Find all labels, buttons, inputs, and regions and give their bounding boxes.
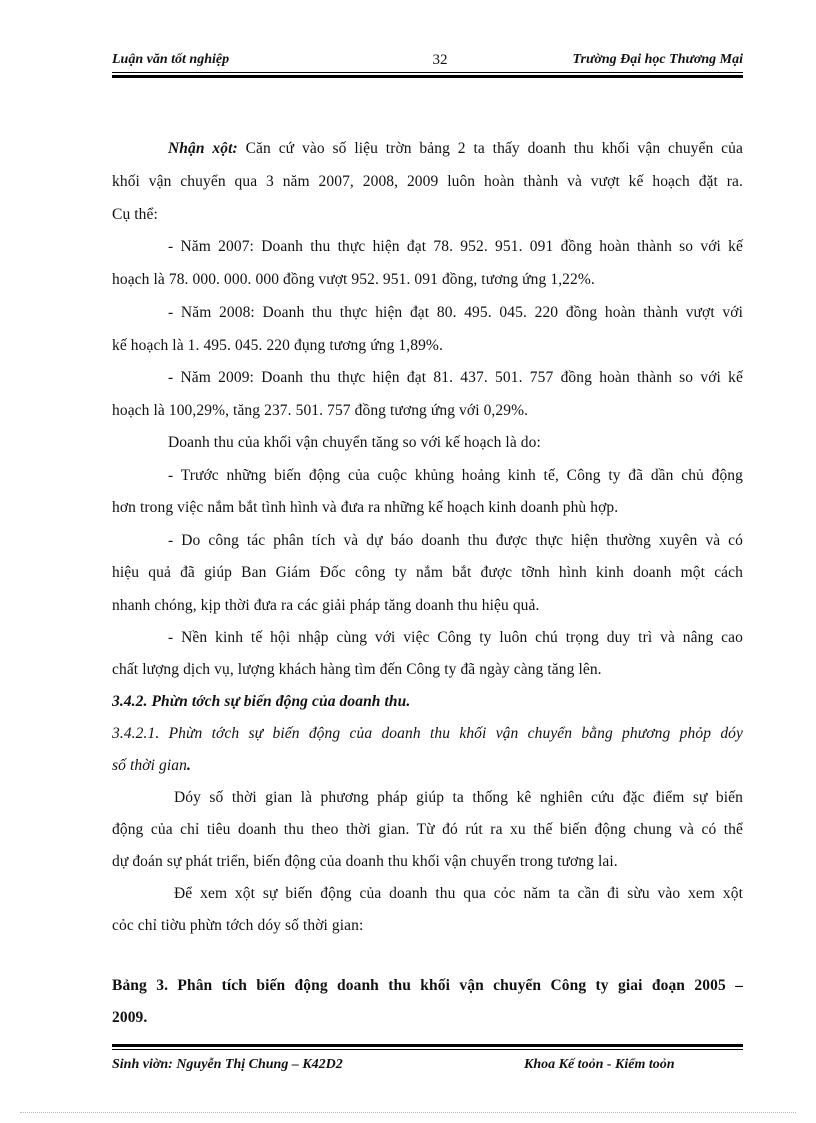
header-left: Luận văn tốt nghiệp [112, 52, 230, 67]
paragraph-line: động của chỉ tiêu doanh thu theo thời gian. Từ đó rút ra xu thế biến động chung và có thể [112, 821, 743, 838]
table-caption: Bảng 3. Phân tích biến động doanh thu khối vận chuyển Công ty giai đoạn 2005 – [112, 977, 743, 994]
paragraph-line: khối vận chuyển qua 3 năm 2007, 2008, 2009 luôn hoàn thành và vượt kế hoạch đặt ra. [112, 173, 743, 190]
header-right: Trường Đại học Thương Mại [572, 52, 743, 67]
header-rule-thin [112, 72, 743, 73]
paragraph-line: hoạch là 100,29%, tăng 237. 501. 757 đồng tương ứng với 0,29%. [112, 402, 529, 419]
paragraph-line: hoạch là 78. 000. 000. 000 đồng vượt 952. 951. 091 đồng, tương ứng 1,22%. [112, 271, 595, 288]
paragraph-line: kế hoạch là 1. 495. 045. 220 đụng tương ứng 1,89%. [112, 337, 443, 354]
paragraph-line: chất lượng dịch vụ, lượng khách hàng tìm đến Công ty đã ngày càng tăng lên. [112, 661, 602, 678]
footer-rule-thick [112, 1044, 743, 1047]
table-caption-cont: 2009. [112, 1009, 148, 1026]
page-edge-divider [20, 1112, 796, 1113]
paragraph-line: dự đoán sự phát triển, biến động của doanh thu khối vận chuyển trong tương lai. [112, 853, 618, 870]
paragraph-line: - Nền kinh tế hội nhập cùng với việc Công ty luôn chú trọng duy trì và nâng cao [168, 629, 743, 646]
paragraph-line: Nhận xột: Căn cứ vào số liệu trờn bảng 2 ta thấy doanh thu khối vận chuyển của [168, 140, 743, 157]
paragraph-line: - Trước những biến động của cuộc khủng hoảng kinh tế, Công ty đã dần chủ động [168, 467, 743, 484]
footer-rule-thin [112, 1049, 743, 1050]
paragraph-line: Để xem xột sự biến động của doanh thu qua cỏc năm ta cần đi sừu vào xem xột [174, 885, 743, 902]
paragraph-line: hơn trong việc nắm bắt tình hình và đưa ra những kế hoạch kinh doanh phù hợp. [112, 499, 619, 516]
paragraph-line: - Năm 2008: Doanh thu thực hiện đạt 80. 495. 045. 220 đồng hoàn thành vượt với [168, 304, 743, 321]
paragraph-line: hiệu quả đã giúp Ban Giám Đốc công ty nắm bắt được tỡnh hình kinh doanh một cách [112, 564, 743, 581]
paragraph-line: - Do công tác phân tích và dự báo doanh thu được thực hiện thường xuyên và có [168, 532, 743, 549]
paragraph-line: cỏc chỉ tiờu phừn tớch dóy số thời gian: [112, 917, 364, 934]
header-rule-thick [112, 75, 743, 78]
paragraph-line: - Năm 2009: Doanh thu thực hiện đạt 81. 437. 501. 757 đồng hoàn thành so với kế [168, 369, 743, 386]
footer-right: Khoa Kế toỏn - Kiểm toỏn [524, 1057, 675, 1072]
paragraph-line: Dóy số thời gian là phương pháp giúp ta thống kê nghiên cứu đặc điểm sự biến [174, 789, 743, 806]
page-number: 32 [432, 52, 448, 68]
paragraph-line: Cụ thể: [112, 206, 158, 223]
remark-label: Nhận xột: [168, 140, 238, 157]
paragraph-line: - Năm 2007: Doanh thu thực hiện đạt 78. 952. 951. 091 đồng hoàn thành so với kế [168, 238, 743, 255]
subsection-heading: 3.4.2.1. Phừn tớch sự biến động của doanh thu khối vận chuyển bằng phương phỏp dóy [112, 725, 743, 742]
paragraph-line: nhanh chóng, kịp thời đưa ra các giải pháp tăng doanh thu hiệu quả. [112, 597, 540, 614]
footer-left: Sinh viờn: Nguyễn Thị Chung – K42D2 [112, 1057, 343, 1072]
paragraph-line: Doanh thu của khối vận chuyển tăng so với kế hoạch là do: [168, 434, 541, 451]
section-heading: 3.4.2. Phừn tớch sự biến động của doanh thu. [112, 693, 411, 710]
subsection-heading-cont: số thời gian. [112, 757, 191, 774]
